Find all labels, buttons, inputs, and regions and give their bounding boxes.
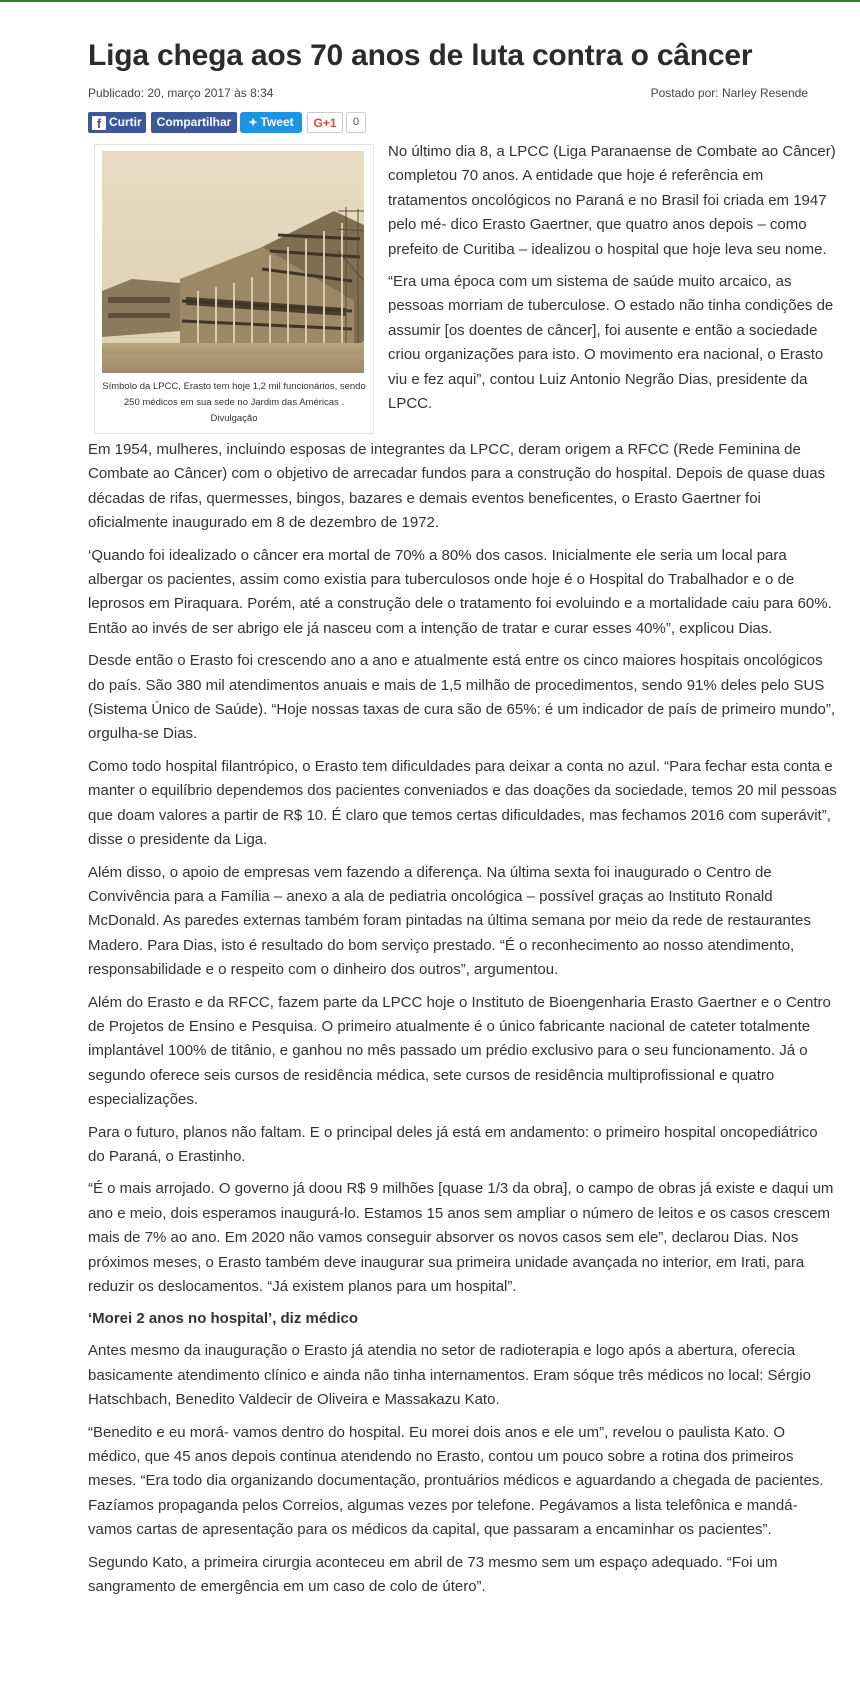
published-date: Publicado: 20, março 2017 às 8:34 [88,86,274,100]
paragraph: No último dia 8, a LPCC (Liga Paranaense de Combate ao Câncer) completou 70 anos. A entidade que hoje é referência em tratamentos oncológicos no Paraná e no Brasil foi criada em 1947 pelo mé- dico Erasto Gaertner, que quatro anos depois – como prefeito de Curitiba – idealizou o hospital que hoje leva seu nome. [388,143,836,258]
hospital-construction-photo [102,151,364,373]
paragraph: Além do Erasto e da RFCC, fazem parte da LPCC hoje o Instituto de Bioengenharia Erasto Gaertner e o Centro de Projetos de Ensino e Pesquisa. O primeiro atualmente é o único fabricante nacional de cateter totalmente implantável 100% de titânio, e ganhou no mês passado um prédio exclusivo para o seu funcionamento. Já o segundo oferece seis cursos de residência médica, sete cursos de residência multiprofissional e quatro especializações. [88,993,831,1109]
facebook-share-button[interactable] [151,112,237,133]
tweet-label: Tweet [260,115,294,129]
paragraph: “Era uma época com um sistema de saúde muito arcaico, as pessoas morriam de tuberculose. O estado não tinha condições de assumir [os doentes de câncer], foi ausente e então a sociedade criou organizações para isto. O movimento era nacional, o Erasto viu e fez aqui”, contou Luiz Antonio Negrão Dias, presidente da LPCC. [388,273,834,413]
gplus-label: G+1 [313,116,337,130]
article-body [88,134,838,1599]
paragraph: Antes mesmo da inauguração o Erasto já atendia no setor de radioterapia e logo após a abertura, oferecia basicamente atendimento clínico e ainda não tinha internamentos. Eram sóque três médicos no local: Sérgio Hatschbach, Benedito Valdecir de Oliveira e Massakazu Kato. [88,1342,811,1409]
twitter-bird-icon: ✦ [248,117,258,129]
article [88,36,838,1607]
top-accent-line [0,0,860,2]
article-meta [88,84,838,102]
section-subheading: ‘Morei 2 anos no hospital’, diz médico [88,1310,359,1328]
paragraph: Para o futuro, planos não faltam. E o principal deles já está em andamento: o primeiro hospital oncopediátrico do Paraná, o Erastinho. [88,1123,818,1165]
paragraph: ‘Quando foi idealizado o câncer era mortal de 70% a 80% dos casos. Inicialmente ele seria um local para albergar os pacientes, assim como existia para tuberculosos onde hoje é o Hospital do Trabalhador e o de leprosos em Piraquara. Porém, até a construção dele o tratamento foi evoluindo e a mortalidade caiu para 60%. Então ao invés de ser abrigo ele já nasceu com a intenção de tratar e curar esses 40%”, explicou Dias. [88,546,832,637]
facebook-like-button[interactable] [88,112,146,133]
posted-by: Postado por: Narley Resende [650,86,808,100]
paragraph: Segundo Kato, a primeira cirurgia aconteceu em abril de 73 mesmo sem um espaço adequado. “Foi um sangramento de emergência em um caso de colo de útero”. [88,1553,778,1596]
share-label: Compartilhar [156,115,232,129]
article-title: Liga chega aos 70 anos de luta contra o câncer [88,39,753,72]
share-bar [88,112,838,134]
gplus-count: 0 [346,112,366,133]
paragraph: Como todo hospital filantrópico, o Erasto tem dificuldades para deixar a conta no azul. “Para fechar esta conta e manter o equilíbrio dependemos dos pacientes conveniados e das doações da sociedade, temos 20 mil pessoas que doam valores a partir de R$ 10. É claro que temos certas dificuldades, mas fechamos 2016 com superávit”, disse o presidente da Liga. [88,757,837,849]
paragraph: Desde então o Erasto foi crescendo ano a ano e atualmente está entre os cinco maiores hospitais oncológicos do país. São 380 mil atendimentos anuais e mais de 1,5 milhão de procedimentos, sendo 91% deles pelo SUS (Sistema Único de Saúde). “Hoje nossas taxas de cura são de 65%: é um indicador de país de primeiro mundo”, orgulha-se Dias. [88,652,836,743]
tweet-button[interactable] [240,112,302,133]
paragraph: Além disso, o apoio de empresas vem fazendo a diferença. Na última sexta foi inaugurado o Centro de Convivência para a Família – anexo a ala de pediatria oncológica – possível graças ao Instituto Ronald McDonald. As paredes externas também foram pintadas na última semana por meio da rede de restaurantes Madero. Para Dias, isto é resultado do bom serviço prestado. “É o reconhecimento ao nosso atendimento, responsabilidade e o respeito com o dinheiro dos outros”, argumentou. [88,863,811,979]
article-figure [94,144,374,434]
facebook-icon: f [92,116,106,130]
paragraph: “Benedito e eu morá- vamos dentro do hospital. Eu morei dois anos e ele um”, revelou o paulista Kato. O médico, que 45 anos depois continua atendendo no Erasto, contou um pouco sobre a rotina dos primeiros meses. “Era todo dia organizando documentação, prontuários médicos e aguardando a chegada de pacientes. Fazíamos propaganda pelos Correios, algumas vezes por telefone. Pegávamos a lista telefônica e mandá- vamos cartas de apresentação para os médicos da capital, que passaram a encaminhar os pacientes”. [88,1423,824,1539]
figure-caption: Símbolo da LPCC, Erasto tem hoje 1,2 mil funcionários, sendo 250 médicos em sua sede no Jardim das Américas . Divulgação [102,381,366,424]
like-label: Curtir [109,115,142,129]
paragraph: “É o mais arrojado. O governo já doou R$ 9 milhões [quase 1/3 da obra], o campo de obras já existe e daqui um ano e meio, dois esperamos inaugurá-lo. Estamos 15 anos sem ampliar o número de leitos e os casos crescem mais de 7% ao ano. Em 2020 não vamos conseguir absorver os novos casos sem ele”, declarou Dias. Nos próximos meses, o Erasto também deve inaugurar sua primeira unidade avançada no interior, em Irati, para reduzir os deslocamentos. “Já existem planos para um hospital”. [88,1180,834,1295]
google-plus-button[interactable] [307,112,343,133]
paragraph: Em 1954, mulheres, incluindo esposas de integrantes da LPCC, deram origem a RFCC (Rede Feminina de Combate ao Câncer) com o objetivo de arrecadar fundos para a construção do hospital. Depois de quase duas décadas de rifas, quermesses, bingos, bazares e demais eventos beneficentes, o Erasto Gaertner foi oficialmente inaugurado em 8 de dezembro de 1972. [88,441,826,532]
